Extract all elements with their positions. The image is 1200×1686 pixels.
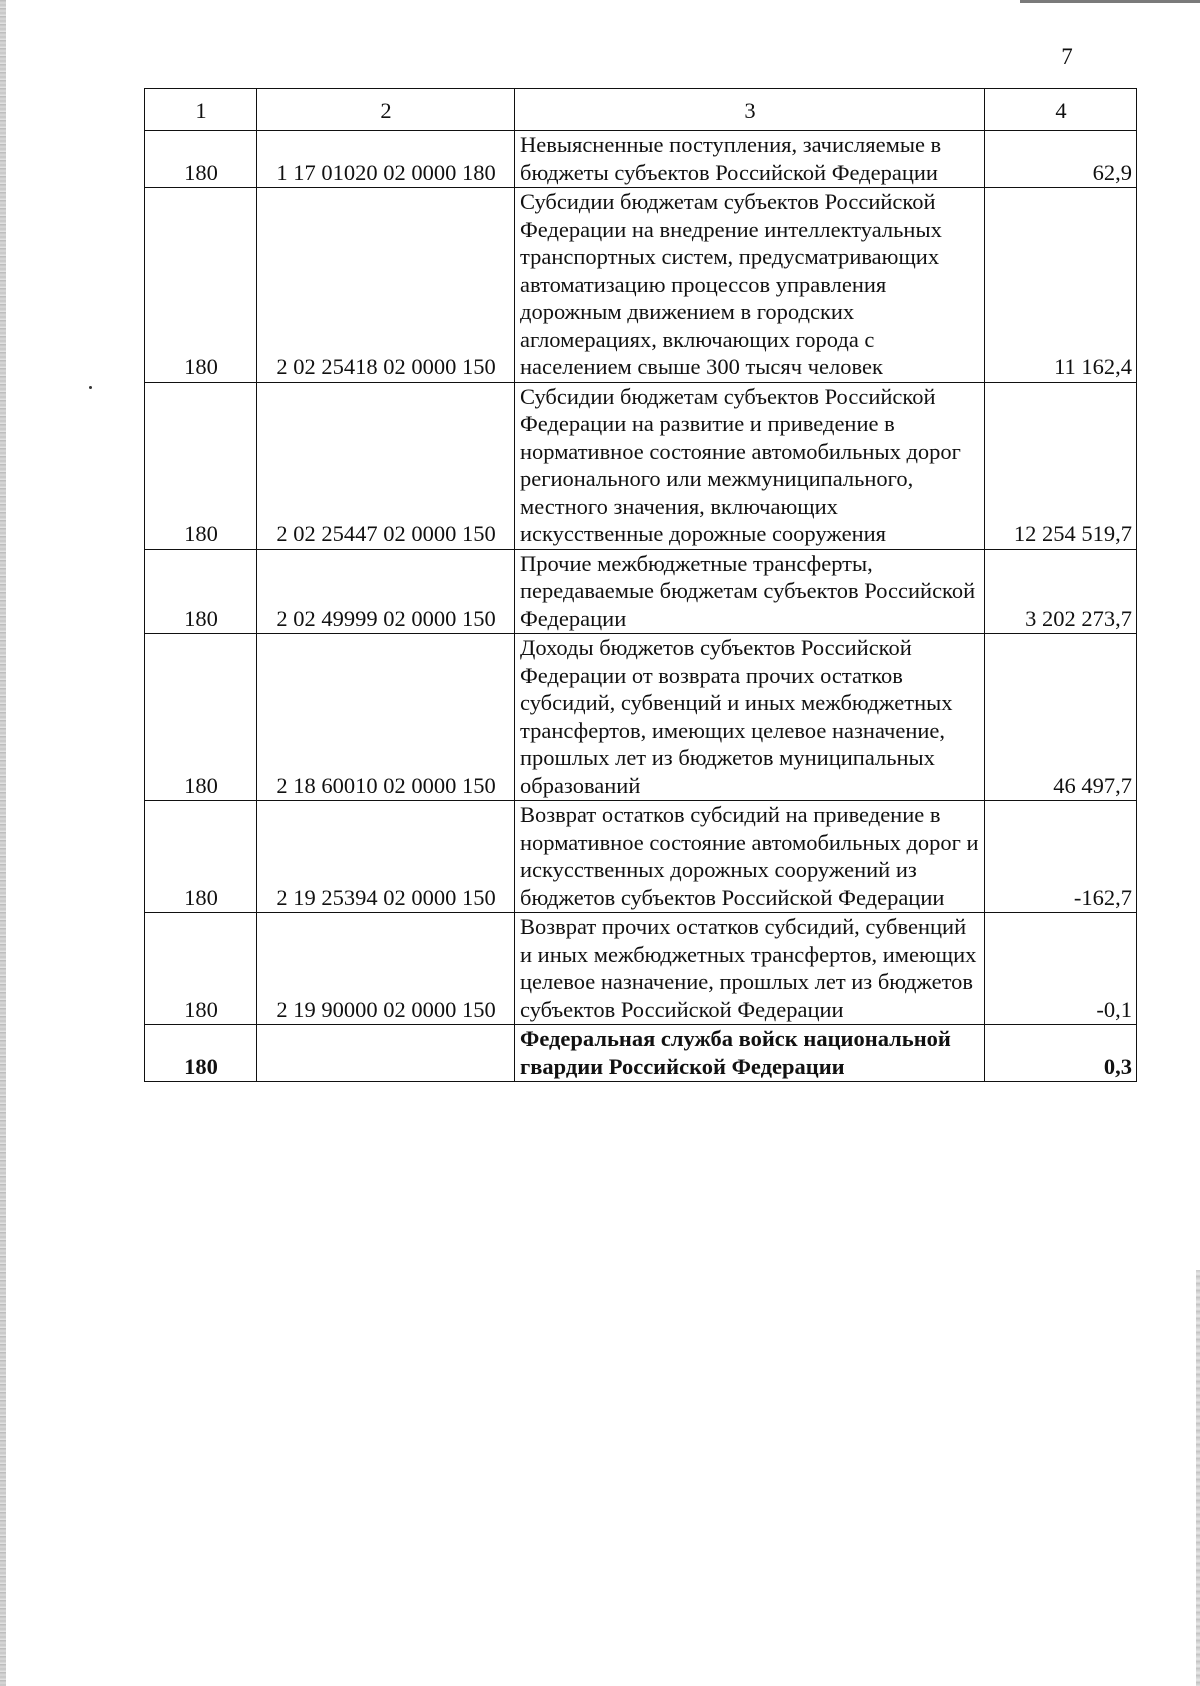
amount-cell: 0,3 bbox=[985, 1025, 1137, 1082]
revenue-name-cell: Субсидии бюджетам субъектов Российской Федерации на развитие и приведение в нормативное состояние автомобильных дорог регионального или межмуниципального, местного значения, включающих искусственные дорожные сооружения bbox=[515, 382, 985, 549]
revenue-name-cell: Субсидии бюджетам субъектов Российской Федерации на внедрение интеллектуальных транспортных систем, предусматривающих автоматизацию процессов управления дорожным движением в городских агломерациях, включающих города с населением свыше 300 тысяч человек bbox=[515, 188, 985, 383]
chapter-code-cell: 180 bbox=[145, 913, 257, 1025]
scan-speck bbox=[89, 386, 92, 389]
amount-cell: 3 202 273,7 bbox=[985, 549, 1137, 634]
revenue-name-cell: Доходы бюджетов субъектов Российской Федерации от возврата прочих остатков субсидий, субвенций и иных межбюджетных трансфертов, имеющих целевое назначение, прошлых лет из бюджетов муниципальных образований bbox=[515, 634, 985, 801]
classification-code-cell: 2 02 49999 02 0000 150 bbox=[257, 549, 515, 634]
revenue-name-cell: Возврат прочих остатков субсидий, субвенций и иных межбюджетных трансфертов, имеющих целевое назначение, прошлых лет из бюджетов субъектов Российской Федерации bbox=[515, 913, 985, 1025]
amount-cell: 62,9 bbox=[985, 131, 1137, 188]
header-cell-3: 3 bbox=[515, 89, 985, 131]
classification-code-cell: 2 19 25394 02 0000 150 bbox=[257, 801, 515, 913]
chapter-code-cell: 180 bbox=[145, 801, 257, 913]
amount-cell: -0,1 bbox=[985, 913, 1137, 1025]
chapter-code-cell: 180 bbox=[145, 634, 257, 801]
table-row bbox=[145, 801, 1137, 913]
classification-code-cell bbox=[257, 1025, 515, 1082]
chapter-code-cell: 180 bbox=[145, 1025, 257, 1082]
header-cell-1: 1 bbox=[145, 89, 257, 131]
table-header-row bbox=[145, 89, 1137, 131]
chapter-code-cell: 180 bbox=[145, 188, 257, 383]
table-row bbox=[145, 131, 1137, 188]
table-row-agency-total bbox=[145, 1025, 1137, 1082]
table-row bbox=[145, 913, 1137, 1025]
chapter-code-cell: 180 bbox=[145, 131, 257, 188]
header-cell-4: 4 bbox=[985, 89, 1137, 131]
classification-code-cell: 2 02 25418 02 0000 150 bbox=[257, 188, 515, 383]
amount-cell: 11 162,4 bbox=[985, 188, 1137, 383]
scan-top-edge bbox=[1020, 0, 1200, 3]
scan-right-edge bbox=[1196, 1270, 1200, 1686]
classification-code-cell: 2 19 90000 02 0000 150 bbox=[257, 913, 515, 1025]
table-row bbox=[145, 188, 1137, 383]
revenue-name-cell: Возврат остатков субсидий на приведение в нормативное состояние автомобильных дорог и искусственных дорожных сооружений из бюджетов субъектов Российской Федерации bbox=[515, 801, 985, 913]
revenue-name-cell: Невыясненные поступления, зачисляемые в бюджеты субъектов Российской Федерации bbox=[515, 131, 985, 188]
amount-cell: -162,7 bbox=[985, 801, 1137, 913]
revenue-name-cell: Прочие межбюджетные трансферты, передаваемые бюджетам субъектов Российской Федерации bbox=[515, 549, 985, 634]
scan-left-edge bbox=[0, 0, 6, 1686]
chapter-code-cell: 180 bbox=[145, 382, 257, 549]
classification-code-cell: 2 18 60010 02 0000 150 bbox=[257, 634, 515, 801]
agency-name-cell: Федеральная служба войск национальной гвардии Российской Федерации bbox=[515, 1025, 985, 1082]
amount-cell: 46 497,7 bbox=[985, 634, 1137, 801]
classification-code-cell: 1 17 01020 02 0000 180 bbox=[257, 131, 515, 188]
page-number: 7 bbox=[1061, 44, 1073, 69]
amount-cell: 12 254 519,7 bbox=[985, 382, 1137, 549]
table-row bbox=[145, 382, 1137, 549]
table-row bbox=[145, 549, 1137, 634]
budget-revenue-table bbox=[144, 88, 1137, 1082]
header-cell-2: 2 bbox=[257, 89, 515, 131]
table-row bbox=[145, 634, 1137, 801]
chapter-code-cell: 180 bbox=[145, 549, 257, 634]
classification-code-cell: 2 02 25447 02 0000 150 bbox=[257, 382, 515, 549]
